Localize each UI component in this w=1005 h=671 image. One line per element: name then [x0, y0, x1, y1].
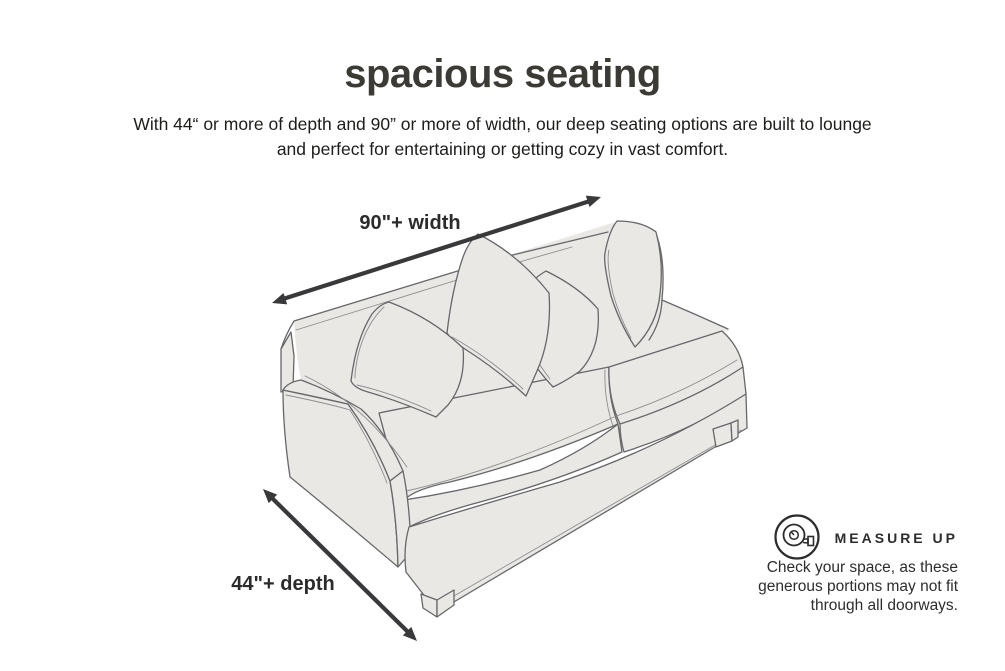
measure-up-note — [728, 558, 958, 615]
page-title: spacious seating — [344, 52, 661, 96]
measure-up-header — [772, 513, 958, 563]
sofa-illustration — [281, 221, 747, 617]
measure-up-note-line-2: generous portions may not fit — [758, 578, 958, 595]
measure-up-heading: MEASURE UP — [834, 530, 958, 546]
tape-measure-icon — [772, 513, 822, 563]
description-line-2: and perfect for entertaining or getting cozy in vast comfort. — [276, 138, 729, 159]
measure-up-note-line-3: through all doorways. — [810, 597, 958, 614]
width-arrow-label: 90"+ width — [359, 212, 461, 234]
depth-arrow-label: 44"+ depth — [231, 573, 335, 595]
description-line-1: With 44“ or more of depth and 90” or more of width, our deep seating options are built to lounge — [133, 114, 872, 134]
measure-up-note-line-1: Check your space, as these — [766, 559, 958, 576]
